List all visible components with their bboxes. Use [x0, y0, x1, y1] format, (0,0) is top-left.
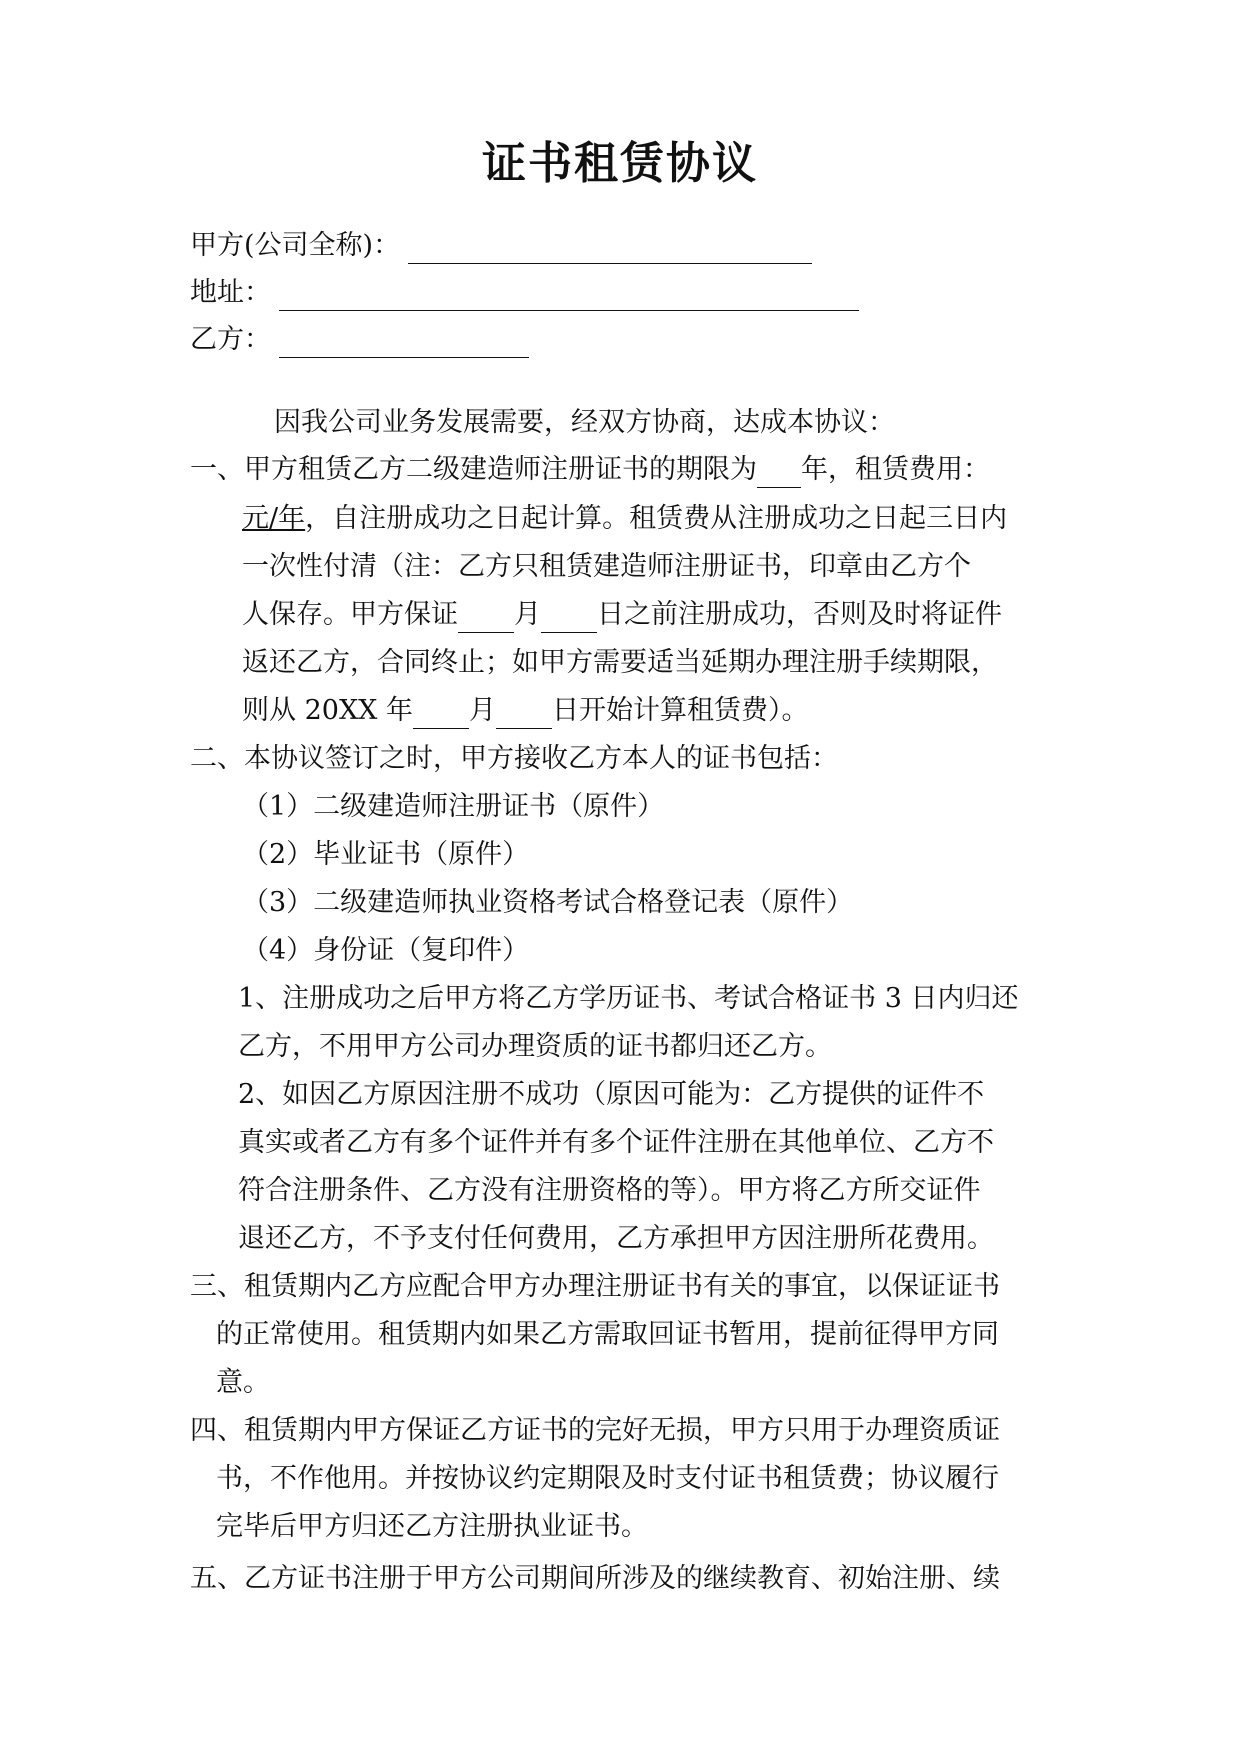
clause-1-line-5: 返还乙方，合同终止；如甲方需要适当延期办理注册手续期限，: [242, 647, 998, 678]
address-label: 地址：: [190, 277, 271, 308]
party-a-blank[interactable]: [408, 237, 812, 264]
clause-2-sub-1-line-1: 1、注册成功之后甲方将乙方学历证书、考试合格证书 3 日内归还: [238, 983, 1019, 1014]
party-b-label: 乙方：: [190, 324, 271, 355]
clause-2-sub-2-line-3: 符合注册条件、乙方没有注册资格的等）。甲方将乙方所交证件: [238, 1175, 981, 1206]
party-a-label: 甲方(公司全称)：: [190, 230, 401, 261]
start-day-blank[interactable]: [496, 702, 552, 729]
clause-1-line-1: [190, 452, 990, 488]
clause-1-line-6: [242, 693, 808, 729]
clause-5-line-1: 五、乙方证书注册于甲方公司期间所涉及的继续教育、初始注册、续: [190, 1563, 1000, 1594]
document-title: 证书租赁协议: [482, 138, 758, 189]
clause-2-sub-2-line-1: 2、如因乙方原因注册不成功（原因可能为：乙方提供的证件不: [238, 1079, 985, 1110]
clause-1-line-4: [242, 597, 1002, 633]
party-b-blank[interactable]: [279, 331, 529, 358]
month-blank[interactable]: [458, 606, 514, 633]
clause-1-line-3: 一次性付清（注：乙方只租赁建造师注册证书，印章由乙方个: [242, 551, 971, 582]
clause-3-line-1: 三、租赁期内乙方应配合甲方办理注册证书有关的事宜，以保证证书: [190, 1271, 1000, 1302]
clause-2-sub-1-line-2: 乙方，不用甲方公司办理资质的证书都归还乙方。: [238, 1031, 832, 1062]
clause-3-line-2: 的正常使用。租赁期内如果乙方需取回证书暂用，提前征得甲方同: [216, 1319, 999, 1350]
certificate-item: （1）二级建造师注册证书（原件）: [242, 791, 665, 822]
clause-1-text-4c: 日之前注册成功，否则及时将证件: [597, 599, 1002, 630]
day-blank[interactable]: [541, 606, 597, 633]
clause-2-heading: 二、本协议签订之时，甲方接收乙方本人的证书包括：: [190, 743, 838, 774]
clause-1-text-4b: 月: [514, 599, 541, 630]
address-row: [190, 275, 859, 311]
clause-2-sub-2-line-4: 退还乙方，不予支付任何费用，乙方承担甲方因注册所花费用。: [238, 1223, 994, 1254]
clause-1-text-6b: 月: [468, 695, 496, 726]
address-blank[interactable]: [279, 284, 859, 311]
clause-4-line-3: 完毕后甲方归还乙方注册执业证书。: [216, 1511, 648, 1542]
clause-1-text-a: 一、甲方租赁乙方二级建造师注册证书的期限为: [190, 454, 757, 485]
certificate-item: （3）二级建造师执业资格考试合格登记表（原件）: [242, 887, 854, 918]
certificate-item: （2）毕业证书（原件）: [242, 839, 530, 870]
clause-1-text-4a: 人保存。甲方保证: [242, 599, 458, 630]
clause-1-text-6a: 则从 20XX 年: [242, 695, 413, 726]
party-b-row: [190, 322, 529, 358]
clause-1-text-6c: 日开始计算租赁费）。: [551, 695, 809, 726]
clause-2-sub-2-line-2: 真实或者乙方有多个证件并有多个证件注册在其他单位、乙方不: [238, 1127, 994, 1158]
fee-unit: 元/年: [242, 503, 306, 534]
clause-1-line-2: [242, 501, 1007, 537]
clause-1-text-b: 年，租赁费用：: [801, 454, 990, 485]
clause-4-line-1: 四、租赁期内甲方保证乙方证书的完好无损，甲方只用于办理资质证: [190, 1415, 1000, 1446]
start-month-blank[interactable]: [413, 702, 469, 729]
clause-1-text-2: ，自注册成功之日起计算。租赁费从注册成功之日起三日内: [305, 503, 1008, 534]
clause-3-line-3: 意。: [216, 1367, 270, 1398]
certificate-item: （4）身份证（复印件）: [242, 935, 530, 966]
party-a-row: [190, 228, 812, 264]
term-years-blank[interactable]: [757, 461, 801, 488]
clause-4-line-2: 书，不作他用。并按协议约定期限及时支付证书租赁费；协议履行: [216, 1463, 999, 1494]
intro-text: 因我公司业务发展需要，经双方协商，达成本协议：: [274, 407, 895, 438]
